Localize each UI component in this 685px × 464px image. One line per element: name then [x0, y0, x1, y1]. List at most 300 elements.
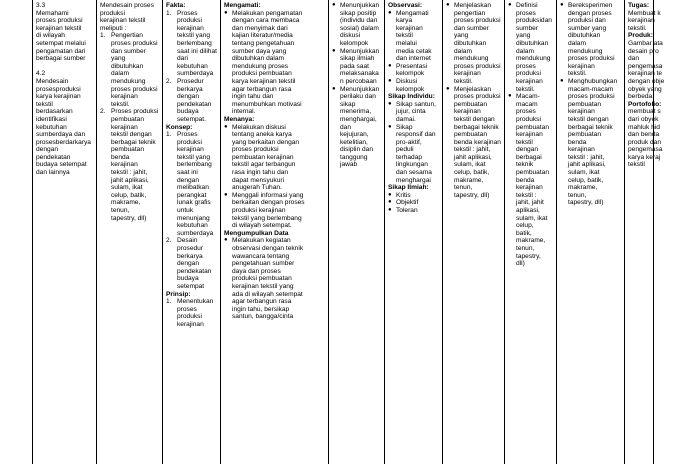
bullet-list	[446, 2, 501, 199]
text-line: dengan obje	[628, 77, 665, 85]
text-line: pengemasa	[628, 62, 663, 70]
text-line: observasi dengan teknik	[232, 245, 304, 252]
text-line: celup,	[516, 222, 534, 230]
text-line: Membuat k	[628, 9, 661, 17]
text-line: dengan	[177, 176, 200, 184]
text-line: proses	[177, 305, 197, 313]
text-line: ● Menunjukkan	[340, 85, 380, 93]
section-title: Observasi:	[388, 2, 423, 9]
text-line: ● Melakukan kegiatan	[232, 237, 291, 245]
text-line: dalam	[516, 47, 534, 55]
text-line: benda	[111, 153, 130, 161]
text-line: dan internet	[396, 55, 431, 63]
text-line: prosesberdarkarya	[36, 138, 91, 146]
text-line: pembuatan	[111, 146, 144, 154]
bullet-list	[388, 101, 439, 185]
text-line: tekstil.	[628, 24, 647, 32]
text-line: berbagai teknik	[568, 123, 613, 131]
text-line: produksi kerajinan	[232, 207, 286, 215]
text-line: dalam	[111, 70, 129, 78]
text-line: menunjang	[177, 214, 210, 222]
numbered-item	[100, 32, 159, 108]
bullet-list	[388, 10, 439, 94]
text-line: tekstil : jahit,	[454, 146, 491, 154]
text-line: berbagai sumber	[36, 55, 86, 63]
text-line: berbagai	[516, 153, 542, 161]
text-line: tekstil :	[516, 191, 537, 199]
section-title: Tugas:	[628, 2, 650, 9]
text-line: kerajinan tekstil yang	[232, 282, 294, 290]
text-line: ingin tahu, bersikap	[232, 305, 290, 313]
col-kompetensi-dasar	[33, 0, 97, 464]
text-line: budaya	[177, 275, 199, 283]
text-line: tentang aneka karya	[232, 131, 292, 139]
text-line: perangkat	[177, 191, 207, 199]
text-line: tekstil yang berlembang	[232, 214, 302, 222]
text-line: mahluk hid	[628, 123, 660, 131]
text-line: pengamatan dari	[36, 47, 86, 55]
text-line: dalam	[568, 39, 586, 47]
bullet-item	[224, 10, 325, 116]
text-line: jawab	[340, 161, 358, 169]
text-line: berdasarkan	[36, 108, 73, 116]
text-line: proses	[516, 62, 536, 70]
item-number: 1.	[166, 9, 172, 17]
text-line: dll)	[516, 260, 525, 268]
text-line: produksi	[516, 70, 541, 78]
text-line: proses	[516, 108, 536, 116]
text-line: tekstil dengan	[111, 131, 152, 139]
text-line: dengan cara membaca	[232, 17, 300, 25]
text-line: tekstil dengan	[568, 115, 609, 123]
text-line: produksi	[516, 115, 541, 123]
text-line	[36, 63, 93, 71]
text-line: ● Objektif	[396, 199, 419, 207]
text-line: kerajinan	[177, 146, 204, 154]
text-line: pro-aktif,	[396, 138, 422, 146]
text-line: jujur, cinta	[396, 108, 426, 116]
numbered-item	[166, 237, 217, 290]
text-line: berbeda.	[628, 93, 655, 101]
text-line: ● Menggali informasi yang	[232, 191, 304, 199]
text-line: tekstil yang	[177, 32, 210, 40]
item-number: 1.	[166, 131, 172, 139]
text-line: dengan	[516, 146, 539, 154]
bullet-item	[224, 124, 325, 192]
bullet-item	[446, 86, 501, 200]
text-line: 3.3	[36, 2, 46, 9]
numbered-item	[166, 78, 217, 124]
text-line: obyek yang	[628, 85, 662, 93]
text-line: pembuatan	[568, 131, 601, 139]
text-line: pendekatan	[36, 153, 71, 161]
text-line: proses produksi	[36, 17, 83, 25]
text-line: kerajinan	[111, 161, 138, 169]
text-line: identifikasi	[36, 115, 67, 123]
text-line: tanggung	[340, 153, 368, 161]
bullet-item	[388, 78, 439, 93]
item-number: 2.	[166, 237, 172, 245]
text-line: membuat s	[628, 108, 661, 116]
item-number: 2.	[100, 108, 106, 116]
text-line: pengemasa	[628, 146, 663, 154]
text-line: dari obyek	[628, 115, 659, 123]
text-line: tapestry, dll)	[568, 199, 604, 207]
text-line: proses produksi	[454, 62, 501, 70]
text-line: menghargai,	[340, 115, 377, 123]
text-line: tekstil.	[454, 77, 473, 85]
text-line: karya kerajinan	[36, 93, 81, 101]
text-line: terhadap	[396, 153, 423, 161]
text-line: 4.2	[36, 70, 46, 78]
text-line: kerajinan	[177, 24, 204, 32]
text-line: dibutuhkan	[516, 39, 549, 47]
text-line: Memahami	[36, 9, 69, 17]
bullet-list	[224, 10, 325, 116]
text-line: pengetahuan sumber	[232, 260, 295, 268]
text-line: kerajinan	[396, 24, 423, 32]
text-line: dengan	[36, 146, 59, 154]
bullet-item	[332, 2, 381, 48]
text-line: kelompok	[396, 85, 425, 93]
text-line: proses produksi	[568, 55, 615, 63]
section-title: Sikap Individu:	[388, 93, 435, 101]
item-number: 1.	[166, 298, 172, 306]
text-line: proses produksi	[568, 93, 615, 101]
col-sikap	[329, 0, 385, 464]
bullet-item	[388, 192, 439, 200]
text-line: setempat melalui	[36, 39, 86, 47]
text-line: dan sumber	[454, 24, 489, 32]
text-line: kerajinan tekstil	[100, 17, 146, 25]
text-line: tenun,	[516, 245, 535, 252]
text-line: yang	[111, 55, 126, 63]
text-line: kerajinan	[516, 77, 543, 85]
text-line: makrame,	[516, 237, 546, 245]
text-line: dibutuhkan	[111, 62, 144, 70]
text-line: pembuatan	[516, 123, 549, 131]
bullet-item	[388, 10, 439, 63]
bullet-item	[224, 192, 325, 230]
text-line: dibutuhkan dalam	[232, 55, 285, 63]
text-line: perilaku dan	[340, 93, 376, 101]
text-line: ● Sikap	[396, 123, 413, 131]
bullet-item	[508, 93, 553, 268]
text-line: pembuatan kerajinan	[232, 153, 294, 161]
text-line: melibatkan	[177, 184, 209, 192]
text-line: pada saat	[340, 62, 369, 70]
text-line: proses produksi	[454, 17, 501, 25]
text-line: tekstil : jahit,	[111, 169, 148, 177]
text-line: tenun,	[568, 191, 587, 199]
text-line: dari	[177, 55, 188, 63]
text-line: ● Definisi	[516, 2, 538, 9]
text-line: sulam, ikat	[454, 161, 486, 169]
text-line: ● Diskusi	[396, 77, 418, 85]
section-title: Portofolio:	[628, 100, 662, 108]
text-line: pembuatan	[516, 169, 549, 177]
text-line: pendekatan	[177, 100, 212, 108]
text-line: benda	[516, 176, 535, 184]
text-line: sosial) dalam	[340, 24, 379, 32]
text-line: kerajinan tekstil	[36, 24, 82, 32]
text-line: budaya setempat	[36, 161, 87, 169]
text-line: kerajinan	[454, 70, 481, 78]
text-line: ingin tahu dan	[232, 93, 274, 101]
text-line: dan	[340, 123, 352, 131]
text-line: pendekatan	[177, 267, 212, 275]
text-line: produksi pembuatan	[232, 70, 292, 78]
text-line: Proses	[177, 131, 198, 139]
text-line: kelompok	[340, 39, 369, 47]
text-line: setempat	[177, 282, 205, 290]
text-line: tekstil yang	[177, 153, 210, 161]
text-line: Desain	[177, 237, 198, 245]
text-line: kebutuhan	[177, 62, 208, 70]
text-line: mendukung	[111, 77, 146, 85]
text-line: jahit aplikasi,	[111, 176, 149, 184]
text-line: berkaitan dengan proses	[232, 199, 305, 207]
text-line: (individu dan	[340, 17, 378, 25]
text-line: melalui	[396, 39, 417, 47]
item-number: 2.	[166, 77, 172, 85]
text-line: sumberdaya	[177, 229, 214, 237]
bullet-item	[560, 2, 621, 78]
numbered-list	[166, 131, 217, 290]
text-line: tekstil dengan	[454, 115, 495, 123]
text-line: n percobaan	[340, 77, 377, 85]
text-line: lingkungan	[396, 161, 428, 169]
text-line: tekstil	[396, 32, 413, 40]
text-line: meliputi :	[100, 24, 127, 32]
text-line: menerima,	[340, 108, 372, 116]
text-line: dan lainnya	[36, 169, 70, 177]
text-line: makrame,	[568, 184, 598, 192]
text-line: ● Bereksperimen	[568, 2, 613, 9]
text-line: batik,	[516, 229, 532, 237]
bullet-list	[224, 237, 325, 321]
text-line: produksi dan	[568, 17, 606, 25]
text-line: makrame,	[111, 199, 141, 207]
text-line: desain pro	[628, 47, 659, 55]
text-line: tekstil.	[111, 100, 130, 108]
text-line: berlembang	[177, 39, 212, 47]
text-line: dalam	[454, 47, 472, 55]
text-line: kerajinan	[177, 320, 204, 328]
text-line: berkarya	[177, 252, 203, 260]
bullet-item	[224, 237, 325, 321]
text-line: kejujuran,	[340, 131, 369, 139]
text-line: rasa ingin tahu dan	[232, 169, 289, 177]
text-line: macam	[516, 100, 538, 108]
section-title: Konsep:	[166, 123, 193, 131]
section-title: Fakta:	[166, 2, 186, 9]
section-title: Mengamati:	[224, 2, 261, 9]
text-line: celup, batik,	[568, 176, 604, 184]
text-line: produksidan	[516, 17, 552, 25]
text-line: dan sumber	[111, 47, 146, 55]
text-line: diskusi	[340, 32, 361, 40]
text-line: di wilayah setempat.	[232, 222, 292, 230]
text-line: sumberdaya dan	[36, 131, 86, 139]
text-line: tekstil agar terbangun	[232, 161, 296, 169]
text-line: internal.	[232, 108, 256, 116]
numbered-item	[100, 108, 159, 222]
text-line: menghargai	[396, 176, 431, 184]
col-materi-pokok	[97, 0, 163, 464]
col-tugas-produk	[625, 0, 685, 464]
text-line: budaya	[177, 108, 199, 116]
text-line: ● Macam-	[516, 93, 540, 101]
col-observasi	[385, 0, 443, 464]
text-line: ● Melakukan diskusi	[232, 123, 286, 131]
text-line: proses produksi	[111, 85, 158, 93]
bullet-list	[224, 124, 325, 230]
text-line: wawancara tentang	[232, 252, 290, 260]
numbered-item	[166, 298, 217, 328]
text-line: ● Toleran	[396, 207, 418, 215]
section-title: Prinsip:	[166, 290, 191, 298]
text-line: dibutuhkan	[454, 39, 487, 47]
text-line: ● Kritis	[396, 191, 411, 199]
text-line: saat ini	[177, 169, 198, 177]
text-line: celup, batik,	[454, 169, 490, 177]
text-line: karya keraj	[628, 153, 661, 161]
text-line: sikap ilmiah	[340, 55, 375, 63]
text-line: ● Menunjukkan	[340, 2, 380, 9]
text-line: kerajinan	[568, 62, 595, 70]
text-line: yang berkaitan dengan	[232, 138, 300, 146]
section-title: Mengumpulkan Data	[224, 229, 289, 237]
text-line: pembuatan	[454, 131, 487, 139]
text-line: kelompok	[396, 70, 425, 78]
text-line: prosesproduksi	[36, 85, 81, 93]
text-line: mendukung	[516, 55, 551, 63]
text-line: tekstil.	[568, 70, 587, 78]
text-line: Gambar ata	[628, 39, 663, 47]
section-title: Produk:	[628, 32, 653, 40]
text-line: sulam, ikat	[516, 214, 548, 222]
text-line: mendukung	[454, 55, 489, 63]
text-line: produksi pembuatan	[232, 275, 292, 283]
text-line: kerajinan	[568, 108, 595, 116]
text-line: kebutuhan	[177, 222, 208, 230]
text-line: jahit aplikasi,	[568, 161, 606, 169]
numbered-item	[166, 10, 217, 78]
text-line: jahit, jahit	[516, 199, 544, 207]
text-line: tapestry,	[516, 252, 541, 260]
text-line: proses	[516, 9, 536, 17]
text-line: sumber yang	[516, 24, 538, 40]
text-line: ada di wilayah setempat	[232, 290, 303, 298]
text-line: ● Mengamati	[396, 9, 429, 17]
text-line: pembuatan	[454, 100, 487, 108]
text-line: di wilayah	[36, 32, 65, 40]
text-line: ● Melakukan pengamatan	[232, 9, 303, 17]
bullet-item	[388, 199, 439, 207]
text-line: kerajinan	[568, 146, 595, 154]
text-line: sumber daya yang	[232, 47, 287, 55]
text-line: macam-macam	[568, 85, 614, 93]
text-line: agar terbangun rasa	[232, 298, 292, 306]
text-line: tentang pengetahuan	[232, 39, 295, 47]
numbered-item	[166, 131, 217, 237]
bullet-list	[388, 192, 439, 215]
text-line: karya kerajinan tekstil	[232, 77, 296, 85]
text-line: teknik	[516, 161, 534, 169]
text-line: jahit aplikasi,	[454, 153, 492, 161]
section-title: Menanya:	[224, 115, 255, 123]
text-line: Mendesain proses	[100, 2, 154, 9]
text-line: berbagai teknik	[454, 123, 499, 131]
text-line: dibutuhkan	[568, 32, 601, 40]
text-line: kerajinan	[628, 17, 655, 25]
text-line: Proses produksi	[111, 108, 159, 116]
numbered-list	[166, 10, 217, 124]
col-materi-fakta-konsep	[163, 0, 221, 464]
text-line: mendukung	[568, 47, 603, 55]
text-line: damai.	[396, 115, 416, 123]
text-line: Pengertian	[111, 32, 143, 40]
text-line: santun, bangga/cinta	[232, 313, 294, 321]
text-line: ● Menjelaskan	[454, 85, 492, 93]
text-line: tapestry, dll)	[454, 191, 490, 199]
col-keterampilan	[557, 0, 625, 464]
text-line: Prosedur	[177, 77, 204, 85]
text-line: Menentukan	[177, 298, 214, 306]
text-line: ● Menunjukkan	[340, 47, 380, 55]
col-pengetahuan	[443, 0, 505, 464]
col-kegiatan-pembelajaran	[221, 0, 329, 464]
text-line: melaksanaka	[340, 70, 379, 78]
bullet-item	[388, 101, 439, 124]
bullet-item	[388, 207, 439, 215]
text-line: ● Presentasi	[396, 62, 428, 70]
text-line: mendukung proses	[232, 62, 289, 70]
text-line: sikap positip	[340, 9, 377, 17]
competency-table	[32, 0, 665, 464]
numbered-list	[100, 32, 159, 222]
text-line: yang	[454, 32, 469, 40]
text-line: setempat.	[177, 115, 206, 123]
text-line: proses produksi	[232, 146, 279, 154]
text-line: kerajinan	[111, 123, 138, 131]
text-line: dan sesama	[396, 169, 432, 177]
text-line: berkarya	[177, 85, 203, 93]
text-line: Mendesain	[36, 77, 69, 85]
text-line: kerajinan	[454, 108, 481, 116]
text-line: disiplin dan	[340, 146, 373, 154]
text-line: proses produksi	[454, 93, 501, 101]
text-line: saat ini dilihat	[177, 47, 217, 55]
text-line: tenun,	[111, 207, 130, 215]
text-line: kajian literatur/media	[232, 32, 293, 40]
bullet-list	[508, 2, 553, 268]
text-line: peduli	[396, 146, 414, 154]
text-line: sumber yang	[568, 24, 607, 32]
bullet-item	[388, 124, 439, 185]
text-line: menumbuhkan motivasi	[232, 100, 302, 108]
text-line: proses produksi	[111, 39, 158, 47]
text-line: kerajinan	[111, 93, 138, 101]
text-line: untuk	[177, 207, 194, 215]
bullet-item	[388, 63, 439, 78]
text-line: tekstil	[628, 161, 645, 169]
bullet-item	[446, 2, 501, 86]
text-line: benda	[568, 138, 587, 146]
text-line: ● Sikap santun,	[396, 100, 436, 108]
text-line: dapat mensyukuri	[232, 176, 285, 184]
